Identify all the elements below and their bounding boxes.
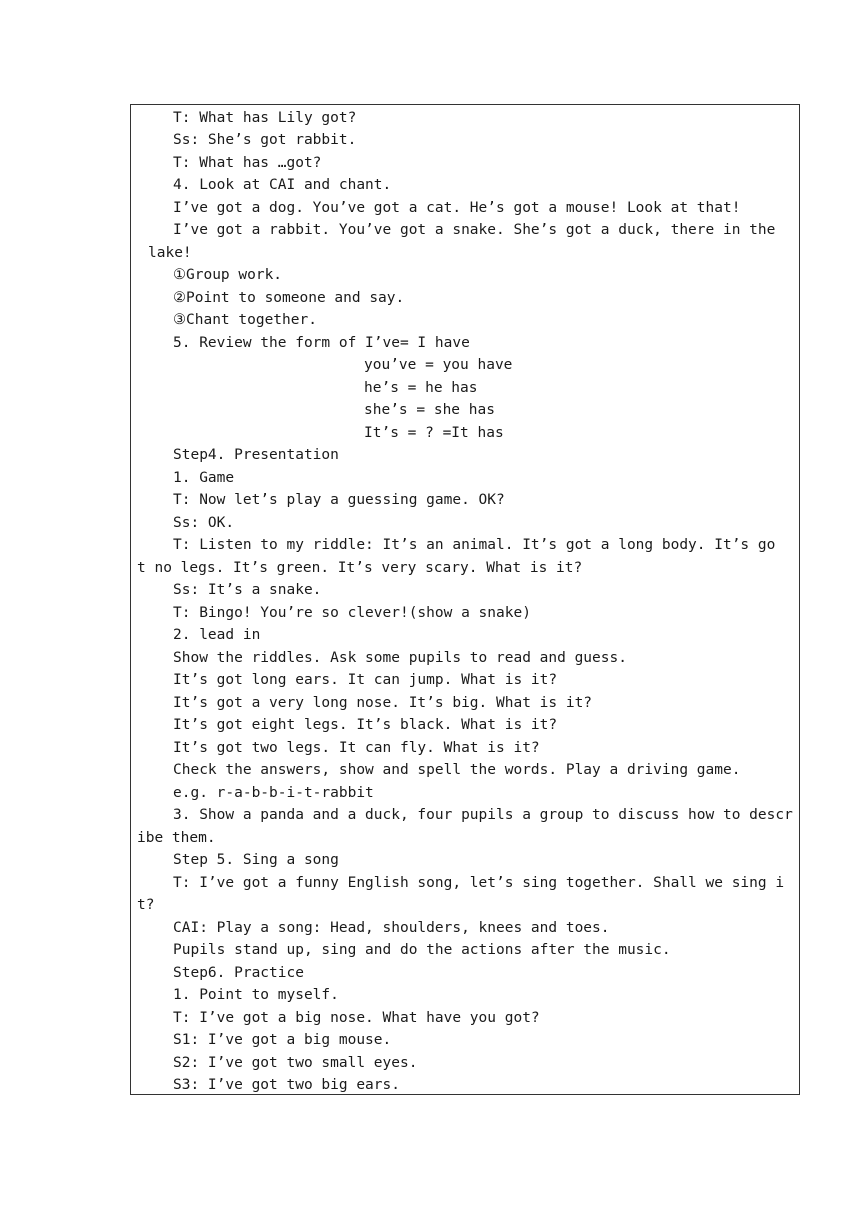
text-line: T: I’ve got a funny English song, let’s sing together. Shall we sing i bbox=[173, 875, 785, 891]
text-line: It’s got eight legs. It’s black. What is it? bbox=[173, 717, 558, 733]
text-line: ibe them. bbox=[137, 830, 216, 846]
text-line: ①Group work. bbox=[173, 267, 283, 283]
text-line: T: Now let’s play a guessing game. OK? bbox=[173, 492, 505, 508]
text-line: ③Chant together. bbox=[173, 312, 317, 328]
text-line: It’s got two legs. It can fly. What is it? bbox=[173, 740, 540, 756]
text-line: CAI: Play a song: Head, shoulders, knees and toes. bbox=[173, 920, 610, 936]
text-line: 3. Show a panda and a duck, four pupils a group to discuss how to descr bbox=[173, 807, 793, 823]
text-line: It’s got long ears. It can jump. What is it? bbox=[173, 672, 558, 688]
text-line: Ss: She’s got rabbit. bbox=[173, 132, 357, 148]
text-line: T: What has …got? bbox=[173, 155, 322, 171]
text-line: 4. Look at CAI and chant. bbox=[173, 177, 392, 193]
text-line: e.g. r-a-b-b-i-t-rabbit bbox=[173, 785, 374, 801]
text-line: Check the answers, show and spell the words. Play a driving game. bbox=[173, 762, 741, 778]
text-line: she’s = she has bbox=[364, 402, 495, 418]
text-line: he’s = he has bbox=[364, 380, 478, 396]
text-line: ②Point to someone and say. bbox=[173, 290, 405, 306]
text-line: T: Bingo! You’re so clever!(show a snake) bbox=[173, 605, 531, 621]
text-line: S3: I’ve got two big ears. bbox=[173, 1077, 400, 1093]
text-line: 1. Game bbox=[173, 470, 235, 486]
text-line: Pupils stand up, sing and do the actions after the music. bbox=[173, 942, 671, 958]
text-line: T: I’ve got a big nose. What have you got? bbox=[173, 1010, 540, 1026]
section-heading: Step6. Practice bbox=[173, 965, 304, 981]
text-line: 2. lead in bbox=[173, 627, 261, 643]
text-line: Ss: It’s a snake. bbox=[173, 582, 322, 598]
lesson-plan-table-cell bbox=[130, 104, 800, 1095]
section-heading: Step4. Presentation bbox=[173, 447, 339, 463]
text-line: t no legs. It’s green. It’s very scary. What is it? bbox=[137, 560, 583, 576]
text-line: lake! bbox=[148, 245, 192, 261]
text-line: It’s got a very long nose. It’s big. What is it? bbox=[173, 695, 593, 711]
text-line: T: Listen to my riddle: It’s an animal. It’s got a long body. It’s go bbox=[173, 537, 776, 553]
text-line: I’ve got a dog. You’ve got a cat. He’s got a mouse! Look at that! bbox=[173, 200, 741, 216]
text-line: you’ve = you have bbox=[364, 357, 513, 373]
text-line: t? bbox=[137, 897, 155, 913]
text-line: 1. Point to myself. bbox=[173, 987, 339, 1003]
text-line: S1: I’ve got a big mouse. bbox=[173, 1032, 392, 1048]
text-line: T: What has Lily got? bbox=[173, 110, 357, 126]
section-heading: Step 5. Sing a song bbox=[173, 852, 339, 868]
text-line: Ss: OK. bbox=[173, 515, 235, 531]
text-line: I’ve got a rabbit. You’ve got a snake. She’s got a duck, there in the bbox=[173, 222, 776, 238]
text-line: S2: I’ve got two small eyes. bbox=[173, 1055, 418, 1071]
text-line: Show the riddles. Ask some pupils to read and guess. bbox=[173, 650, 627, 666]
text-line: 5. Review the form of I’ve= I have bbox=[173, 335, 470, 351]
text-line: It’s = ? =It has bbox=[364, 425, 504, 441]
